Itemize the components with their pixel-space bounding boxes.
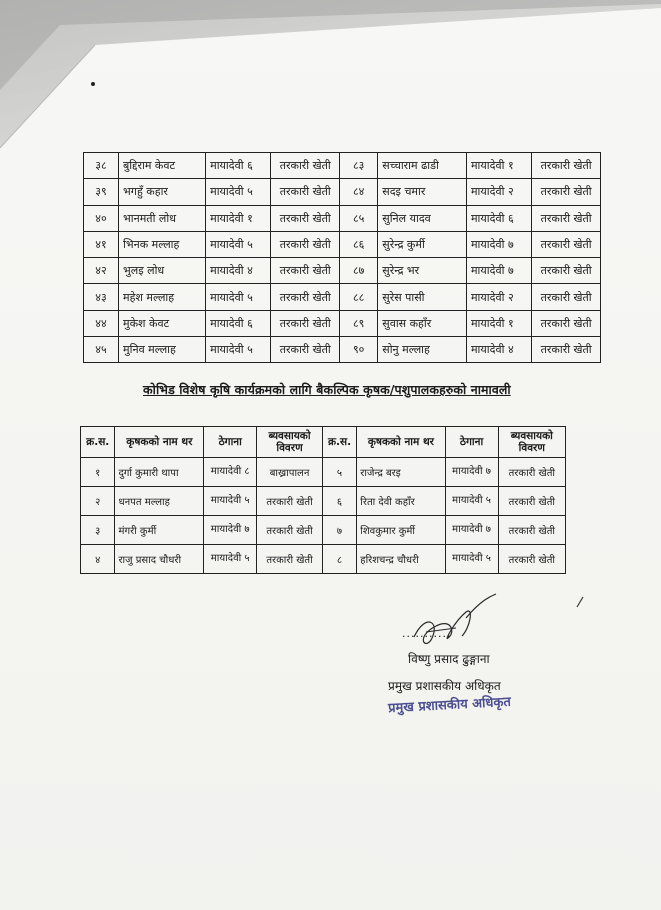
header-address: ठेगाना <box>204 427 257 458</box>
occupation-cell: तरकारी खेती <box>271 337 340 363</box>
serial-number-cell: ४२ <box>84 258 119 284</box>
table-row <box>81 516 566 545</box>
occupation-cell: तरकारी खेती <box>271 258 340 284</box>
table-row <box>81 458 566 487</box>
farmer-name-cell: मुनिव मल्लाह <box>119 337 206 363</box>
farmer-name-cell: सच्चाराम ढाडी <box>378 153 467 179</box>
address-cell: मायादेवी ५ <box>204 545 257 574</box>
ward-address-cell: मायादेवी १ <box>466 310 531 336</box>
serial-number-cell: ८४ <box>340 179 378 205</box>
farmer-name-cell: हरिशचन्द्र चौधरी <box>357 545 445 574</box>
table-row <box>81 545 566 574</box>
farmer-name-cell: मंगरी कुर्मी <box>115 516 204 545</box>
table-header-row <box>81 427 566 458</box>
occupation-cell: तरकारी खेती <box>498 516 565 545</box>
ward-address-cell: मायादेवी १ <box>206 205 271 231</box>
table-row <box>84 231 601 257</box>
occupation-cell: तरकारी खेती <box>257 487 323 516</box>
occupation-cell: तरकारी खेती <box>498 487 565 516</box>
farmer-name-cell: सुवास कहाँर <box>378 310 467 336</box>
header-name-2: कृषकको नाम थर <box>357 427 445 458</box>
table-row <box>84 153 601 179</box>
farmer-name-cell: भुलइ लोध <box>119 258 206 284</box>
occupation-cell: तरकारी खेती <box>271 179 340 205</box>
serial-number-cell: ८६ <box>340 231 378 257</box>
farmer-name-cell: महेश मल्लाह <box>119 284 206 310</box>
farmer-name-cell: सुरेन्द्र भर <box>378 258 467 284</box>
serial-number-cell: ४१ <box>84 231 119 257</box>
ward-address-cell: मायादेवी ४ <box>206 258 271 284</box>
header-occupation: ब्यवसायको विवरण <box>257 427 323 458</box>
ward-address-cell: मायादेवी ६ <box>206 153 271 179</box>
ward-address-cell: मायादेवी ७ <box>466 231 531 257</box>
occupation-cell: बाख्रापालन <box>257 458 323 487</box>
table-row <box>84 258 601 284</box>
alternative-farmer-table <box>80 426 566 574</box>
serial-number-cell: ४५ <box>84 337 119 363</box>
occupation-cell: तरकारी खेती <box>532 337 601 363</box>
farmer-name-cell: सुरेन्द्र कुर्मी <box>378 231 467 257</box>
occupation-cell: तरकारी खेती <box>532 284 601 310</box>
occupation-cell: तरकारी खेती <box>532 258 601 284</box>
serial-number-cell: ३ <box>81 516 115 545</box>
occupation-cell: तरकारी खेती <box>532 310 601 336</box>
farmer-name-cell: राजु प्रसाद चौधरी <box>115 545 204 574</box>
header-name: कृषकको नाम थर <box>115 427 204 458</box>
official-stamp: प्रमुख प्रशासकीय अधिकृत <box>387 694 512 717</box>
farmer-name-cell: भानमती लोध <box>119 205 206 231</box>
occupation-cell: तरकारी खेती <box>498 545 565 574</box>
farmer-name-cell: बुद्दिराम केवट <box>119 153 206 179</box>
ward-address-cell: मायादेवी ४ <box>466 337 531 363</box>
serial-number-cell: ४ <box>81 545 115 574</box>
occupation-cell: तरकारी खेती <box>498 458 565 487</box>
farmer-name-cell: सदइ चमार <box>378 179 467 205</box>
table-row <box>84 205 601 231</box>
serial-number-cell: ५ <box>322 458 356 487</box>
header-occupation-2: ब्यवसायको विवरण <box>498 427 565 458</box>
ward-address-cell: मायादेवी ६ <box>206 310 271 336</box>
farmer-name-cell: राजेन्द्र बरइ <box>357 458 445 487</box>
table-row <box>84 310 601 336</box>
signature-dots: ........... <box>402 627 452 640</box>
occupation-cell: तरकारी खेती <box>532 205 601 231</box>
header-sn: क्र.स. <box>81 427 115 458</box>
serial-number-cell: ४४ <box>84 310 119 336</box>
speck-mark <box>91 82 95 86</box>
ward-address-cell: मायादेवी २ <box>466 284 531 310</box>
section-title: कोभिड विशेष कृषि कार्यक्रमको लागि बैकल्पिक कृषक/पशुपालकहरुको नामावली <box>143 382 511 397</box>
serial-number-cell: २ <box>81 487 115 516</box>
page-fold-shadow <box>0 0 661 150</box>
ward-address-cell: मायादेवी २ <box>466 179 531 205</box>
serial-number-cell: ८७ <box>340 258 378 284</box>
serial-number-cell: ९० <box>340 337 378 363</box>
farmer-name-cell: सोनु मल्लाह <box>378 337 467 363</box>
occupation-cell: तरकारी खेती <box>271 284 340 310</box>
farmer-name-cell: भगहुँ कहार <box>119 179 206 205</box>
farmer-name-cell: भिनक मल्लाह <box>119 231 206 257</box>
ward-address-cell: मायादेवी ६ <box>466 205 531 231</box>
farmer-list-table <box>83 152 601 363</box>
occupation-cell: तरकारी खेती <box>271 205 340 231</box>
address-cell: मायादेवी ५ <box>445 487 498 516</box>
farmer-name-cell: धनपत मल्लाह <box>115 487 204 516</box>
farmer-name-cell: सुरेस पासी <box>378 284 467 310</box>
address-cell: मायादेवी ७ <box>204 516 257 545</box>
table-row <box>84 337 601 363</box>
occupation-cell: तरकारी खेती <box>271 153 340 179</box>
serial-number-cell: १ <box>81 458 115 487</box>
serial-number-cell: ६ <box>322 487 356 516</box>
occupation-cell: तरकारी खेती <box>532 153 601 179</box>
address-cell: मायादेवी ५ <box>204 487 257 516</box>
occupation-cell: तरकारी खेती <box>532 179 601 205</box>
address-cell: मायादेवी ७ <box>445 516 498 545</box>
table-row <box>84 179 601 205</box>
serial-number-cell: ३८ <box>84 153 119 179</box>
serial-number-cell: ३९ <box>84 179 119 205</box>
farmer-name-cell: दुर्गा कुमारी थापा <box>115 458 204 487</box>
occupation-cell: तरकारी खेती <box>271 310 340 336</box>
signer-name: विष्णु प्रसाद ढुङ्गाना <box>408 652 490 666</box>
occupation-cell: तरकारी खेती <box>257 516 323 545</box>
address-cell: मायादेवी ७ <box>445 458 498 487</box>
serial-number-cell: ८८ <box>340 284 378 310</box>
occupation-cell: तरकारी खेती <box>271 231 340 257</box>
serial-number-cell: ८ <box>322 545 356 574</box>
serial-number-cell: ७ <box>322 516 356 545</box>
table-row <box>81 487 566 516</box>
farmer-name-cell: रिता देवी कहाँर <box>357 487 445 516</box>
ward-address-cell: मायादेवी ५ <box>206 337 271 363</box>
occupation-cell: तरकारी खेती <box>532 231 601 257</box>
signer-designation: प्रमुख प्रशासकीय अधिकृत <box>388 679 501 693</box>
ward-address-cell: मायादेवी ५ <box>206 231 271 257</box>
serial-number-cell: ८५ <box>340 205 378 231</box>
occupation-cell: तरकारी खेती <box>257 545 323 574</box>
header-address-2: ठेगाना <box>445 427 498 458</box>
serial-number-cell: ४० <box>84 205 119 231</box>
ward-address-cell: मायादेवी ७ <box>466 258 531 284</box>
serial-number-cell: ८३ <box>340 153 378 179</box>
farmer-name-cell: मुकेश केवट <box>119 310 206 336</box>
farmer-name-cell: शिवकुमार कुर्मी <box>357 516 445 545</box>
ward-address-cell: मायादेवी १ <box>466 153 531 179</box>
ward-address-cell: मायादेवी ५ <box>206 284 271 310</box>
pen-mark <box>575 596 585 608</box>
ward-address-cell: मायादेवी ५ <box>206 179 271 205</box>
farmer-name-cell: सुनिल यादव <box>378 205 467 231</box>
serial-number-cell: ४३ <box>84 284 119 310</box>
header-sn-2: क्र.स. <box>322 427 356 458</box>
serial-number-cell: ८९ <box>340 310 378 336</box>
table-row <box>84 284 601 310</box>
address-cell: मायादेवी ८ <box>204 458 257 487</box>
address-cell: मायादेवी ५ <box>445 545 498 574</box>
